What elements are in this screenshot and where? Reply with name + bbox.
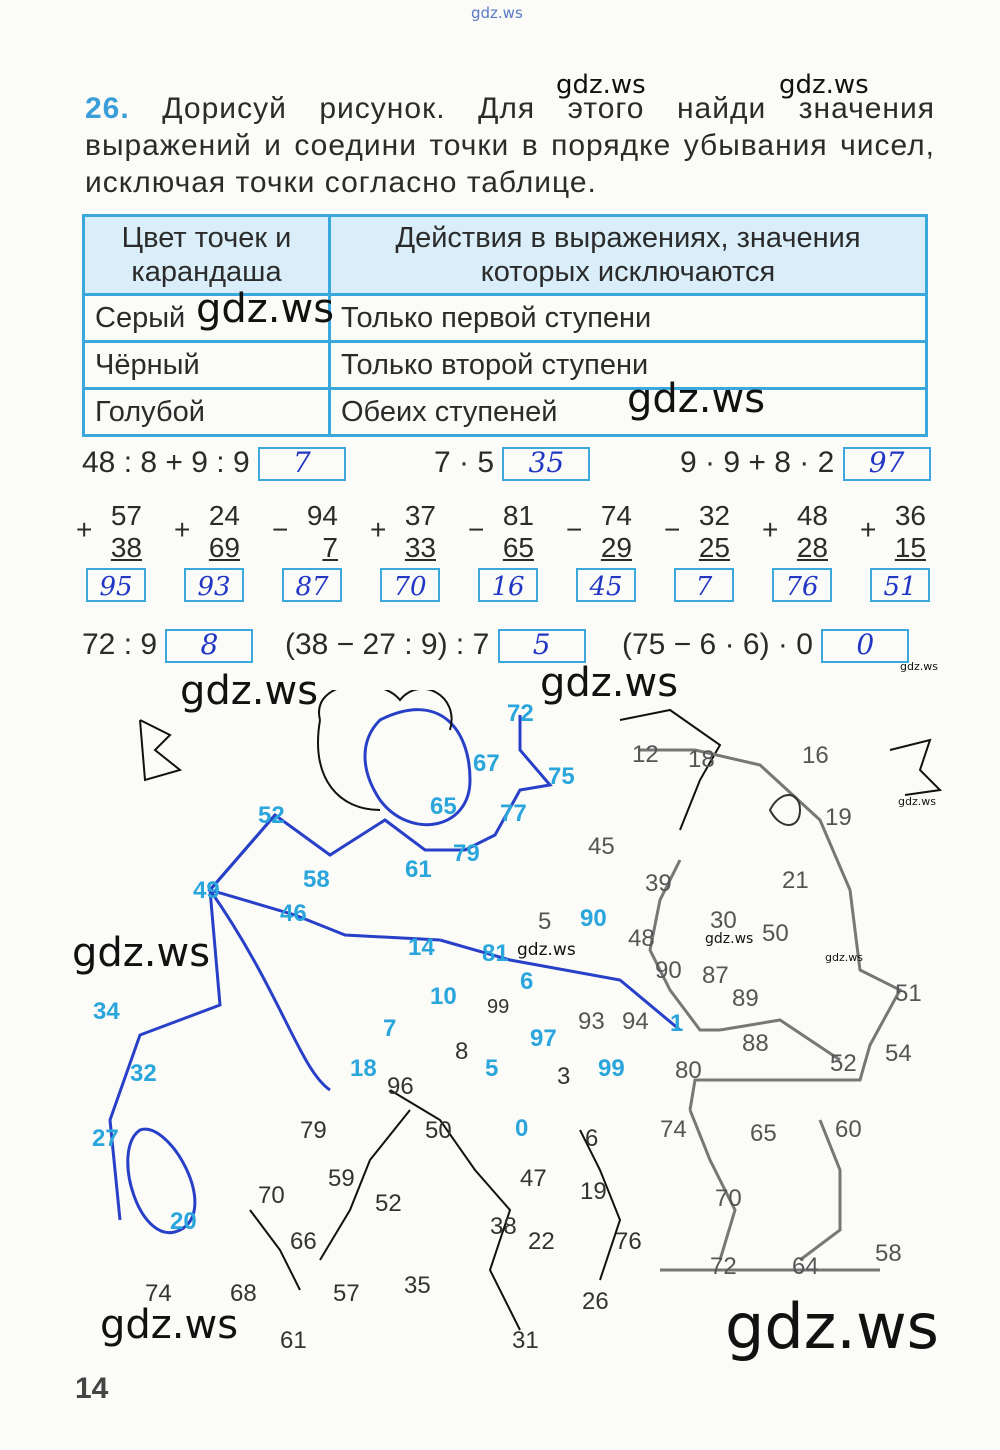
point-label: 30 [710, 907, 737, 934]
point-label: 10 [430, 983, 457, 1010]
operand: 29 [600, 532, 632, 563]
point-label: 52 [258, 802, 285, 829]
operand: 32 [698, 500, 730, 531]
operator: + [370, 514, 387, 545]
operand: 94 [306, 500, 338, 531]
point-label: 80 [675, 1057, 702, 1084]
task-number: 26. [85, 92, 130, 125]
answer-box[interactable] [184, 568, 244, 602]
column-calc [762, 500, 828, 602]
answer-value: 0 [856, 628, 875, 662]
operand: 69 [208, 532, 240, 563]
expression-text: 72 : 9 [82, 628, 158, 661]
point-label: 58 [303, 866, 330, 893]
point-label: 70 [715, 1185, 742, 1212]
watermark: gdz.ws [196, 286, 335, 332]
point-label: 48 [628, 925, 655, 952]
expression [82, 628, 253, 663]
point-label: 76 [615, 1228, 642, 1255]
answer-value: 7 [695, 572, 713, 602]
answer-value: 87 [295, 572, 329, 602]
answer-value: 8 [200, 628, 219, 662]
point-label: 99 [598, 1055, 625, 1082]
point-label: 72 [710, 1253, 737, 1280]
answer-box[interactable] [282, 568, 342, 602]
table-cell-color: Голубой [84, 389, 330, 436]
operator: + [762, 514, 779, 545]
point-label: 6 [520, 968, 534, 995]
point-label: 14 [408, 934, 435, 961]
point-label: 75 [548, 763, 575, 790]
answer-value: 45 [589, 572, 623, 602]
operand: 28 [796, 532, 828, 563]
task-text [85, 90, 935, 201]
operand: 33 [404, 532, 436, 563]
point-label: 52 [830, 1050, 857, 1077]
point-label: 18 [350, 1055, 377, 1082]
operand: 74 [600, 500, 632, 531]
point-label: 45 [588, 833, 615, 860]
point-label: 54 [885, 1040, 912, 1067]
operand: 37 [404, 500, 436, 531]
point-label: 47 [520, 1165, 547, 1192]
point-label: 65 [430, 793, 457, 820]
watermark: gdz.ws [627, 376, 766, 422]
watermark: gdz.ws [725, 1290, 939, 1363]
point-label: 38 [490, 1213, 517, 1240]
column-calc [174, 500, 240, 602]
point-label: 72 [507, 700, 534, 727]
answer-value: 93 [197, 572, 231, 602]
point-label: 1 [670, 1010, 684, 1037]
table-header-color: Цвет точек и карандаша [84, 216, 330, 295]
point-label: 12 [632, 741, 659, 768]
watermark: gdz.ws [825, 951, 863, 964]
point-label: 51 [895, 980, 922, 1007]
point-label: 39 [645, 870, 672, 897]
answer-value: 35 [528, 446, 565, 480]
operator: − [664, 514, 681, 545]
point-label: 32 [130, 1060, 157, 1087]
expression-text: (75 − 6 · 6) · 0 [622, 628, 813, 661]
operator: − [468, 514, 485, 545]
point-label: 61 [280, 1327, 307, 1354]
table-cell-color: Чёрный [84, 342, 330, 389]
page-number: 14 [75, 1372, 109, 1405]
operand: 38 [110, 532, 142, 563]
answer-value: 70 [393, 572, 427, 602]
point-label: 66 [290, 1228, 317, 1255]
expression-text: 7 · 5 [434, 446, 495, 479]
answer-value: 16 [491, 572, 525, 602]
answer-box[interactable] [380, 568, 440, 602]
connect-dots-drawing [80, 690, 950, 1370]
watermark: gdz.ws [556, 70, 646, 100]
column-calc [860, 500, 926, 602]
answer-value: 76 [785, 572, 819, 602]
operand: 25 [698, 532, 730, 563]
column-calc [272, 500, 338, 602]
expression [82, 446, 346, 481]
point-label: 68 [230, 1280, 257, 1307]
point-label: 89 [732, 985, 759, 1012]
point-label: 22 [528, 1228, 555, 1255]
point-label: 99 [487, 996, 510, 1018]
point-label: 96 [387, 1073, 414, 1100]
point-label: 70 [258, 1182, 285, 1209]
point-label: 74 [660, 1116, 687, 1143]
watermark: gdz.ws [779, 70, 869, 100]
point-label: 7 [383, 1015, 397, 1042]
point-label: 59 [328, 1165, 355, 1192]
point-label: 6 [585, 1125, 599, 1152]
point-label: 46 [280, 900, 307, 927]
point-label: 34 [93, 998, 120, 1025]
point-label: 49 [193, 877, 220, 904]
point-label: 26 [582, 1288, 609, 1315]
answer-value: 51 [883, 572, 917, 602]
point-label: 97 [530, 1025, 557, 1052]
point-label: 67 [473, 750, 500, 777]
watermark: gdz.ws [900, 660, 938, 673]
column-calc [664, 500, 730, 602]
point-label: 94 [622, 1008, 649, 1035]
answer-box[interactable] [843, 447, 931, 481]
point-label: 79 [453, 840, 480, 867]
point-label: 5 [485, 1055, 499, 1082]
watermark: gdz.ws [471, 4, 523, 22]
expression [434, 446, 590, 481]
answer-box[interactable] [258, 447, 346, 481]
point-label: 93 [578, 1008, 605, 1035]
answer-box[interactable] [165, 629, 253, 663]
point-label: 65 [750, 1120, 777, 1147]
point-label: 21 [782, 867, 809, 894]
watermark: gdz.ws [540, 660, 679, 706]
expression-text: 48 : 8 + 9 : 9 [82, 446, 250, 479]
watermark: gdz.ws [517, 940, 576, 960]
answer-box[interactable] [772, 568, 832, 602]
expression [285, 628, 586, 663]
column-calc [370, 500, 436, 602]
expression [680, 446, 931, 481]
operand: 7 [322, 532, 338, 563]
point-label: 0 [515, 1115, 529, 1142]
answer-value: 97 [868, 446, 905, 480]
table-cell-action: Только второй ступени [330, 342, 927, 389]
point-label: 87 [702, 962, 729, 989]
point-label: 79 [300, 1117, 327, 1144]
operand: 36 [894, 500, 926, 531]
operand: 57 [110, 500, 142, 531]
table-cell-action: Обеих ступеней [330, 389, 927, 436]
point-label: 60 [835, 1116, 862, 1143]
column-calc [468, 500, 534, 602]
answer-box[interactable] [821, 629, 909, 663]
operand: 65 [502, 532, 534, 563]
point-label: 20 [170, 1208, 197, 1235]
point-label: 27 [92, 1125, 119, 1152]
point-label: 35 [404, 1272, 431, 1299]
point-label: 58 [875, 1240, 902, 1267]
answer-box[interactable] [86, 568, 146, 602]
point-label: 16 [802, 742, 829, 769]
point-label: 18 [688, 746, 715, 773]
point-label: 81 [482, 940, 509, 967]
expression-text: 9 · 9 + 8 · 2 [680, 446, 835, 479]
point-label: 50 [762, 920, 789, 947]
point-label: 31 [512, 1327, 539, 1354]
answer-box[interactable] [478, 568, 538, 602]
watermark: gdz.ws [898, 795, 936, 808]
answer-box[interactable] [576, 568, 636, 602]
point-label: 88 [742, 1030, 769, 1057]
point-label: 64 [792, 1253, 819, 1280]
point-label: 50 [425, 1117, 452, 1144]
answer-box[interactable] [870, 568, 930, 602]
column-calc [566, 500, 632, 602]
operator: − [272, 514, 289, 545]
task-instruction: Дорисуй рисунок. Для этого найди значения выражений и соедини точки в порядке убывания чисел, исключая точки согласно таблице. [85, 92, 935, 199]
operand: 15 [894, 532, 926, 563]
point-label: 8 [455, 1038, 469, 1065]
answer-box[interactable] [502, 447, 590, 481]
point-label: 61 [405, 856, 432, 883]
operator: + [76, 514, 93, 545]
point-label: 3 [557, 1063, 571, 1090]
point-label: 90 [655, 957, 682, 984]
watermark: gdz.ws [72, 930, 211, 976]
operator: − [566, 514, 583, 545]
column-calc [76, 500, 142, 602]
watermark: gdz.ws [180, 668, 319, 714]
answer-value: 5 [532, 628, 551, 662]
point-label: 90 [580, 905, 607, 932]
answer-box[interactable] [498, 629, 586, 663]
expression [622, 628, 909, 663]
point-label: 52 [375, 1190, 402, 1217]
point-label: 77 [500, 800, 527, 827]
point-label: 19 [825, 804, 852, 831]
table-header-actions: Действия в выражениях, значения которых исключаются [330, 216, 927, 295]
watermark: gdz.ws [100, 1302, 239, 1348]
expression-text: (38 − 27 : 9) : 7 [285, 628, 490, 661]
answer-value: 7 [293, 446, 311, 480]
point-label: 5 [538, 908, 552, 935]
point-label: 19 [580, 1178, 607, 1205]
operand: 48 [796, 500, 828, 531]
operand: 81 [502, 500, 534, 531]
point-label: 74 [145, 1280, 172, 1307]
point-label: 57 [333, 1280, 360, 1307]
operand: 24 [208, 500, 240, 531]
answer-value: 95 [99, 572, 133, 602]
answer-box[interactable] [674, 568, 734, 602]
watermark: gdz.ws [705, 931, 754, 947]
table-cell-action: Только первой ступени [330, 295, 927, 342]
operator: + [174, 514, 191, 545]
table-cell-color: Серый [84, 295, 330, 342]
operator: + [860, 514, 877, 545]
